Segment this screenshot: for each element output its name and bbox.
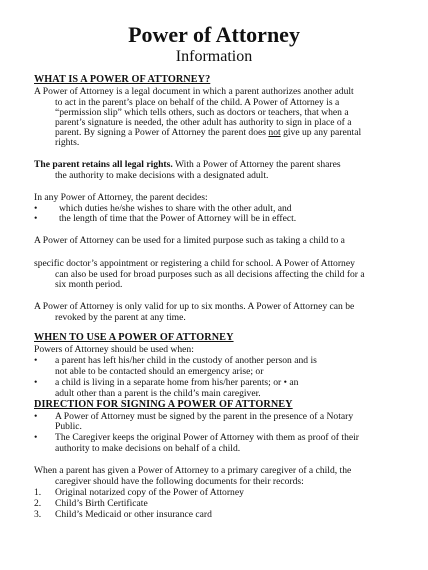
paragraph-line: “permission slip” which tells others, such as doctors or teachers, that when a [55, 107, 349, 118]
paragraph-line [55, 127, 361, 139]
paragraph-line: parent’s signature is needed, the other adult has authority to sign in place of a [55, 117, 352, 128]
section-heading-direction: DIRECTION FOR SIGNING A POWER OF ATTORNEY [34, 399, 293, 410]
list-item: Child’s Birth Certificate [55, 498, 148, 509]
bullet-glyph: • [34, 355, 38, 366]
paragraph-text: parent. By signing a Power of Attorney the parent does [55, 127, 269, 138]
bullet-item: The Caregiver keeps the original Power of Attorney with them as proof of their [55, 432, 359, 443]
list-number: 1. [34, 487, 42, 498]
paragraph-line: Powers of Attorney should be used when: [34, 344, 194, 355]
bullet-glyph: • [34, 411, 38, 422]
bullet-item: Public. [55, 421, 82, 432]
paragraph-line: caregiver should have the following documents for their records: [55, 476, 304, 487]
paragraph-line: six month period. [55, 279, 123, 290]
paragraph-line: can also be used for broad purposes such as all decisions affecting the child for a [55, 269, 365, 280]
bullet-item: A Power of Attorney must be signed by the parent in the presence of a Notary [55, 411, 354, 422]
paragraph-text: With a Power of Attorney the parent shares [172, 159, 341, 170]
page-title: Power of Attorney [128, 22, 300, 47]
bullet-item: authority to make decisions on behalf of a child. [55, 443, 241, 454]
paragraph-line: to act in the parent’s place on behalf of the child. A Power of Attorney is a [55, 97, 340, 108]
section-heading-when-to-use: WHEN TO USE A POWER OF ATTORNEY [34, 332, 234, 343]
list-number: 3. [34, 509, 42, 520]
bullet-item: which duties he/she wishes to share with the other adult, and [59, 203, 292, 214]
bullet-glyph: • [34, 213, 38, 224]
section-heading-what-is: WHAT IS A POWER OF ATTORNEY? [34, 74, 211, 85]
bullet-item: a child is living in a separate home from his/her parents; or • an [55, 377, 299, 388]
paragraph-line: rights. [55, 137, 80, 148]
bullet-item: the length of time that the Power of Attorney will be in effect. [59, 213, 297, 224]
paragraph-line: A Power of Attorney can be used for a limited purpose such as taking a child to a [34, 235, 345, 246]
paragraph-line: A Power of Attorney is a legal document in which a parent authorizes another adult [34, 86, 354, 97]
list-item: Child’s Medicaid or other insurance card [55, 509, 212, 520]
bullet-item: a parent has left his/her child in the custody of another person and is [55, 355, 317, 366]
bullet-glyph: • [34, 377, 38, 388]
paragraph-line: the authority to make decisions with a designated adult. [55, 170, 269, 181]
paragraph-line: When a parent has given a Power of Attorney to a primary caregiver of a child, the [34, 465, 352, 476]
bullet-item: not able to be contacted should an emergency arise; or [55, 366, 264, 377]
bullet-item: adult other than a parent is the child’s main caregiver. [55, 388, 261, 399]
emphasis-not: not [268, 127, 281, 138]
bullet-glyph: • [34, 432, 38, 443]
list-number: 2. [34, 498, 42, 509]
paragraph-line: specific doctor’s appointment or registering a child for school. A Power of Attorney [34, 258, 355, 269]
bullet-glyph: • [34, 203, 38, 214]
paragraph-line: revoked by the parent at any time. [55, 312, 186, 323]
paragraph-text: give up any parental [280, 127, 362, 138]
bold-statement: The parent retains all legal rights. [34, 159, 173, 170]
paragraph-line: In any Power of Attorney, the parent decides: [34, 192, 208, 203]
paragraph-line: A Power of Attorney is only valid for up to six months. A Power of Attorney can be [34, 301, 355, 312]
page-subtitle: Information [175, 48, 253, 65]
list-item: Original notarized copy of the Power of Attorney [55, 487, 244, 498]
